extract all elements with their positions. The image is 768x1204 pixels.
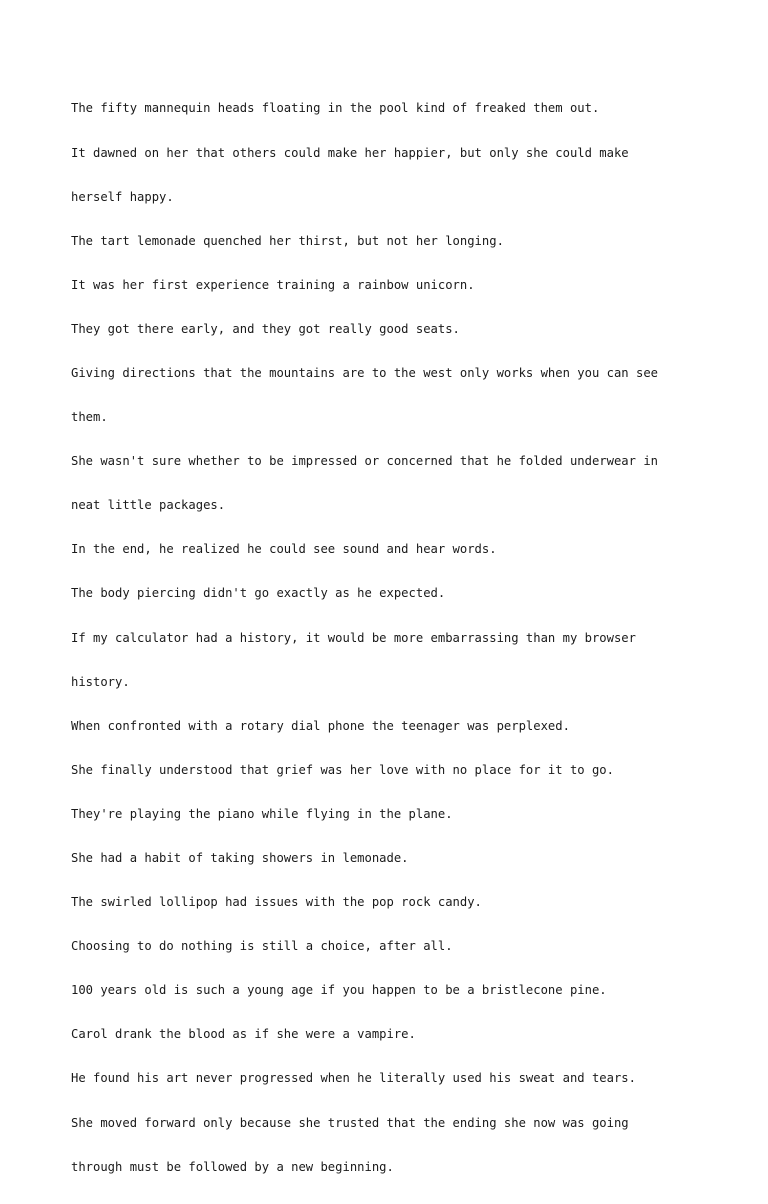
text-line: When confronted with a rotary dial phone the teenager was perplexed.	[71, 718, 570, 733]
text-line: They're playing the piano while flying in the plane.	[71, 806, 453, 821]
text-line: If my calculator had a history, it would be more embarrassing than my browser	[71, 630, 636, 645]
text-line: The body piercing didn't go exactly as he expected.	[71, 586, 446, 601]
text-line: They got there early, and they got really good seats.	[71, 321, 460, 336]
text-line: The fifty mannequin heads floating in the pool kind of freaked them out.	[71, 101, 600, 116]
text-line: them.	[71, 410, 108, 425]
text-line: 100 years old is such a young age if you happen to be a bristlecone pine.	[71, 983, 607, 998]
text-line: In the end, he realized he could see sound and hear words.	[71, 542, 497, 557]
text-line: herself happy.	[71, 189, 174, 204]
text-line: He found his art never progressed when he literally used his sweat and tears.	[71, 1071, 636, 1086]
text-line: Carol drank the blood as if she were a vampire.	[71, 1027, 416, 1042]
text-line: The tart lemonade quenched her thirst, but not her longing.	[71, 233, 504, 248]
document-text	[71, 72, 691, 1204]
text-line: It dawned on her that others could make her happier, but only she could make	[71, 145, 629, 160]
text-line: She had a habit of taking showers in lemonade.	[71, 851, 409, 865]
text-line: She finally understood that grief was her love with no place for it to go.	[71, 762, 614, 777]
text-line: Choosing to do nothing is still a choice, after all.	[71, 939, 453, 954]
text-line: She moved forward only because she trusted that the ending she now was going	[71, 1115, 629, 1130]
text-line: It was her first experience training a rainbow unicorn.	[71, 277, 475, 292]
text-line: neat little packages.	[71, 498, 226, 513]
text-line: history.	[71, 674, 130, 689]
text-line: through must be followed by a new beginning.	[71, 1159, 394, 1174]
text-line: Giving directions that the mountains are to the west only works when you can see	[71, 365, 658, 380]
text-line: She wasn't sure whether to be impressed or concerned that he folded underwear in	[71, 454, 658, 469]
text-line: The swirled lollipop had issues with the pop rock candy.	[71, 895, 482, 910]
